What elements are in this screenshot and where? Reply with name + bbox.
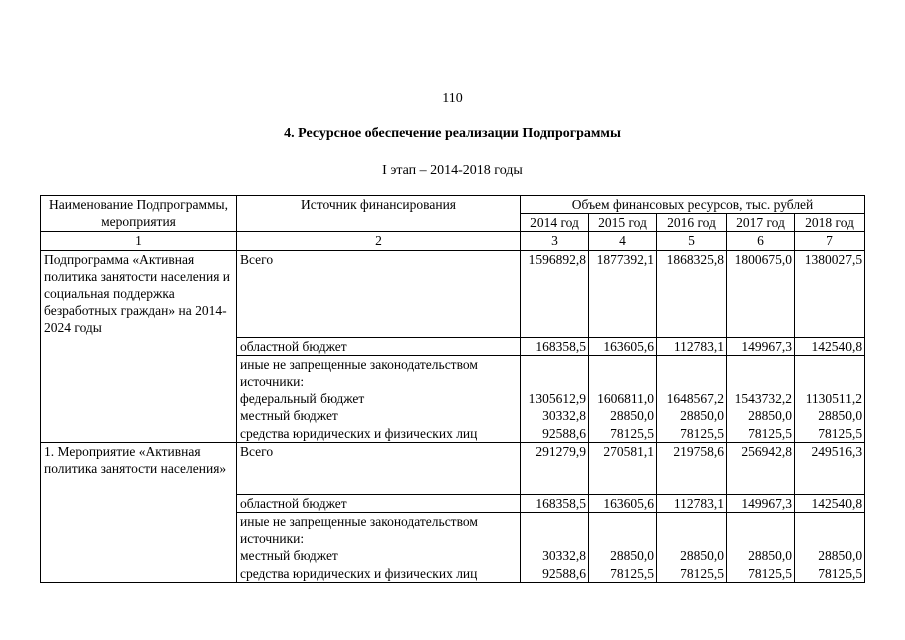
index-cell: 1 <box>41 232 237 250</box>
value-cell: 112783,1 <box>657 337 727 355</box>
measure-name: 1. Мероприятие «Активная политика занятости населения» <box>41 442 237 582</box>
source-other-label: иные не запрещенные законодательством источники: <box>240 513 478 547</box>
value-cell: 1130511,2 <box>805 391 863 407</box>
value-cell: 142540,8 <box>795 337 865 355</box>
value-cell: 78125,5 <box>610 425 654 441</box>
source-regional: областной бюджет <box>237 494 521 512</box>
value-stack <box>521 512 589 582</box>
value-cell: 1877392,1 <box>589 250 657 337</box>
index-cell: 7 <box>795 232 865 250</box>
value-stack <box>795 355 865 442</box>
value-cell: 163605,6 <box>589 337 657 355</box>
value-stack <box>589 355 657 442</box>
source-total: Всего <box>237 250 521 337</box>
index-cell: 4 <box>589 232 657 250</box>
source-other-label: иные не запрещенные законодательством источники: <box>240 356 478 390</box>
value-cell: 78125,5 <box>680 565 724 581</box>
index-cell: 3 <box>521 232 589 250</box>
header-row <box>41 196 865 214</box>
value-cell: 92588,6 <box>542 425 586 441</box>
value-stack <box>589 512 657 582</box>
value-cell: 78125,5 <box>818 565 863 581</box>
page-number: 110 <box>442 91 463 106</box>
value-stack <box>727 512 795 582</box>
value-cell: 78125,5 <box>610 565 654 581</box>
index-row <box>41 232 865 250</box>
source-regional: областной бюджет <box>237 337 521 355</box>
value-cell: 168358,5 <box>521 337 589 355</box>
value-cell: 92588,6 <box>542 565 586 581</box>
year-header: 2017 год <box>727 214 795 232</box>
col-source-header: Источник финансирования <box>237 196 521 232</box>
source-legal: средства юридических и физических лиц <box>240 565 478 581</box>
value-cell: 78125,5 <box>748 565 792 581</box>
value-cell: 256942,8 <box>727 442 795 494</box>
index-cell: 5 <box>657 232 727 250</box>
value-cell: 219758,6 <box>657 442 727 494</box>
value-cell: 30332,8 <box>542 548 586 564</box>
year-header: 2016 год <box>657 214 727 232</box>
value-cell: 163605,6 <box>589 494 657 512</box>
value-cell: 1543732,2 <box>734 391 792 407</box>
table-row <box>41 442 865 494</box>
value-cell: 291279,9 <box>521 442 589 494</box>
value-cell: 1380027,5 <box>795 250 865 337</box>
year-header: 2014 год <box>521 214 589 232</box>
index-cell: 2 <box>237 232 521 250</box>
source-total: Всего <box>237 442 521 494</box>
value-cell: 28850,0 <box>680 408 724 424</box>
value-cell: 28850,0 <box>818 408 863 424</box>
source-legal: средства юридических и физических лиц <box>240 425 478 441</box>
value-cell: 1596892,8 <box>521 250 589 337</box>
value-cell: 149967,3 <box>727 337 795 355</box>
col-name-header: Наименование Подпрограммы, мероприятия <box>41 196 237 232</box>
value-cell: 30332,8 <box>542 408 586 424</box>
source-local: местный бюджет <box>240 548 338 564</box>
subprogram-name: Подпрограмма «Активная политика занятости населения и социальная поддержка безработных граждан» на 2014-2024 годы <box>41 250 237 442</box>
value-cell: 28850,0 <box>610 548 654 564</box>
value-cell: 149967,3 <box>727 494 795 512</box>
source-other-group <box>237 512 521 582</box>
value-stack <box>727 355 795 442</box>
source-local: местный бюджет <box>240 408 338 424</box>
value-stack <box>795 512 865 582</box>
value-stack <box>657 355 727 442</box>
source-federal: федеральный бюджет <box>240 391 365 407</box>
year-header: 2018 год <box>795 214 865 232</box>
year-header: 2015 год <box>589 214 657 232</box>
table-row <box>41 250 865 337</box>
value-cell: 78125,5 <box>680 425 724 441</box>
value-cell: 249516,3 <box>795 442 865 494</box>
value-cell: 270581,1 <box>589 442 657 494</box>
value-cell: 28850,0 <box>610 408 654 424</box>
value-cell: 78125,5 <box>748 425 792 441</box>
value-cell: 78125,5 <box>818 425 863 441</box>
value-cell: 28850,0 <box>748 408 792 424</box>
resource-table <box>40 195 865 583</box>
value-cell: 28850,0 <box>680 548 724 564</box>
value-cell: 1606811,0 <box>597 391 654 407</box>
value-cell: 1800675,0 <box>727 250 795 337</box>
value-stack <box>657 512 727 582</box>
value-cell: 168358,5 <box>521 494 589 512</box>
value-cell: 142540,8 <box>795 494 865 512</box>
index-cell: 6 <box>727 232 795 250</box>
stage-subheading: I этап – 2014-2018 годы <box>382 163 523 178</box>
value-cell: 28850,0 <box>818 548 863 564</box>
section-heading: 4. Ресурсное обеспечение реализации Подпрограммы <box>284 126 621 141</box>
source-other-group <box>237 355 521 442</box>
value-cell: 1305612,9 <box>528 391 586 407</box>
value-stack <box>521 355 589 442</box>
value-cell: 112783,1 <box>657 494 727 512</box>
col-volume-header: Объем финансовых ресурсов, тыс. рублей <box>521 196 865 214</box>
value-cell: 1648567,2 <box>666 391 724 407</box>
value-cell: 1868325,8 <box>657 250 727 337</box>
value-cell: 28850,0 <box>748 548 792 564</box>
